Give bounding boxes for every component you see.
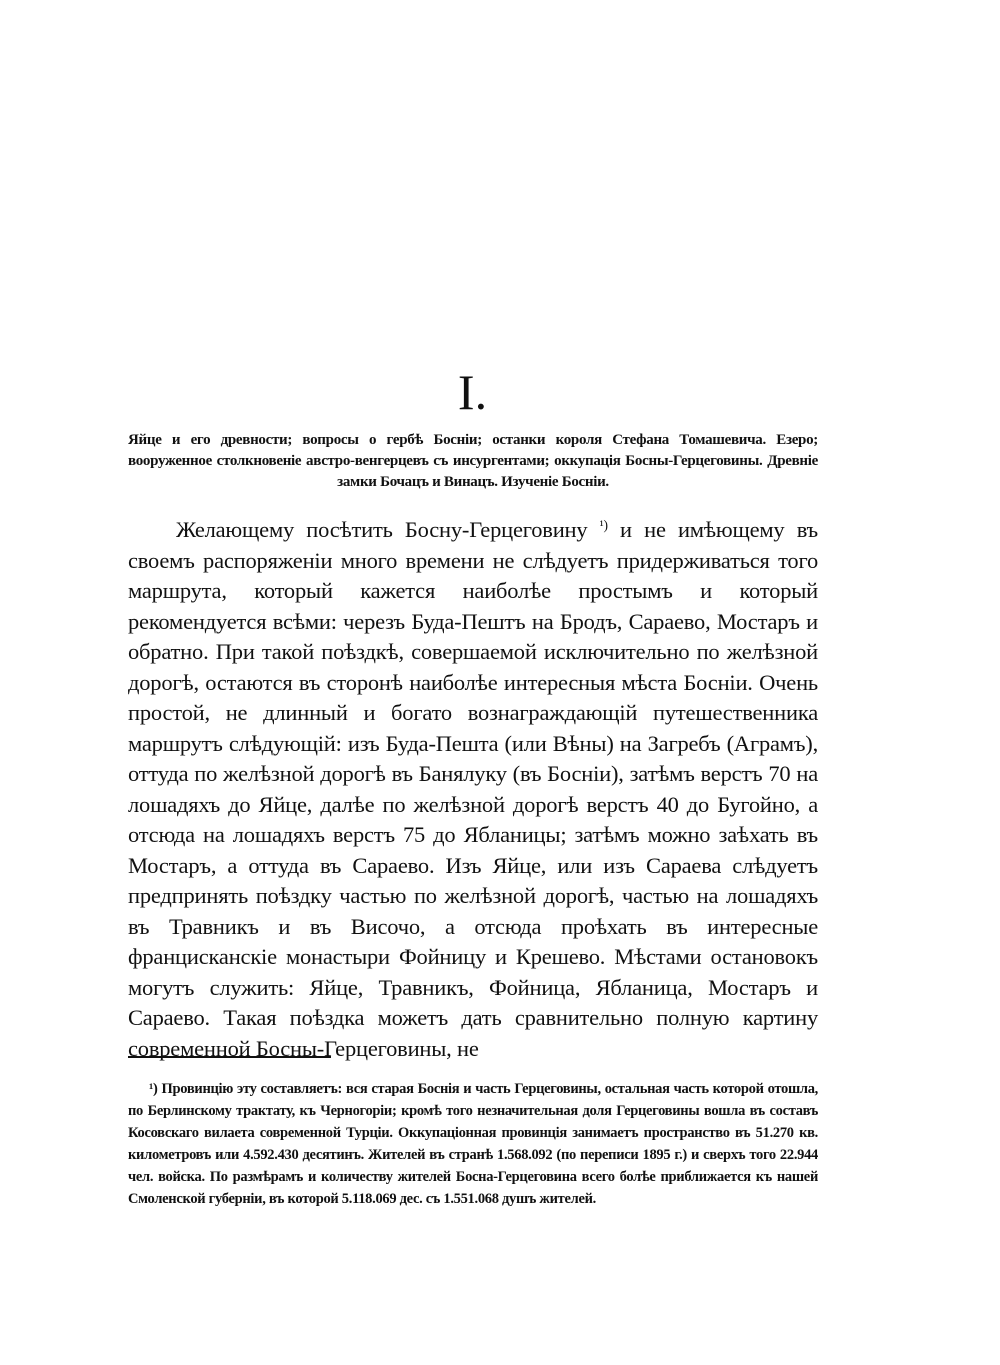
body-text-start: Желающему посѣтить Босну-Герцеговину	[176, 517, 588, 542]
body-text-rest: и не имѣющему въ своемъ распоряженіи много времени не слѣдуетъ придерживаться того маршрута, который кажется наиболѣе простымъ и который рекомендуется всѣми: черезъ Буда-Пештъ на Бродъ, Сараево, Мостаръ и обратно. При такой поѣздкѣ, совершаемой исключительно по желѣзной дорогѣ, остаются въ сторонѣ наиболѣе интересныя мѣста Босніи. Очень простой, не длинный и богато вознаграждающій путешественника маршрутъ слѣдующій: изъ Буда-Пешта (или Вѣны) на Загребъ (Аграмъ), оттуда по желѣзной дорогѣ въ Банялуку (въ Босніи), затѣмъ верстъ 70 на лошадяхъ до Яйце, далѣе по желѣзной дорогѣ верстъ 40 до Бугойно, а отсюда на лошадяхъ верстъ 75 до Ябланицы; затѣмъ можно заѣхать въ Мостаръ, а оттуда въ Сараево. Изъ Яйце, или изъ Сараева слѣдуетъ предпринять поѣздку частью по желѣзной дорогѣ, частью на лошадяхъ въ Травникъ и въ Височо, а отсюда проѣхать въ интересные францисканскіе монастыри Фойницу и Крешево. Мѣстами остановокъ могутъ служить: Яйце, Травникъ, Фойница, Ябланица, Мостаръ и Сараево. Такая поѣздка можетъ дать сравнительно полную картину современной Босны-Герцеговины, не	[128, 517, 818, 1061]
chapter-summary: Яйце и его древности; вопросы о гербѣ Босніи; останки короля Стефана Томашевича. Езеро; вооруженное столкновеніе австро-венгерцевъ съ инсургентами; оккупація Босны-Герцеговины. Древніе замки Бочацъ и Винацъ. Изученіе Босніи.	[128, 432, 818, 490]
footnote-text: Провинцію эту составляетъ: вся старая Боснія и часть Герцеговины, остальная часть которой отошла, по Берлинскому трактату, къ Черногоріи; кромѣ того незначительная доля Герцеговины вошла въ составъ Косовскаго вилаета современной Турціи. Оккупаціонная провинція занимаетъ пространство въ 51.270 кв. километровъ или 4.592.430 десятинъ. Жителей въ странѣ 1.568.092 (по переписи 1895 г.) и сверхъ того 22.944 чел. войска. По размѣрамъ и количеству жителей Босна-Герцеговина всего болѣе приближается къ нашей Смоленской губерніи, въ которой 5.118.069 дес. съ 1.551.068 душъ жителей.	[128, 1081, 818, 1207]
footnote-mark: ¹)	[149, 1081, 158, 1097]
footnote-separator	[128, 1056, 331, 1058]
footnote-reference[interactable]: ¹)	[599, 517, 608, 533]
body-paragraph	[128, 515, 818, 1064]
chapter-number: I.	[457, 364, 488, 420]
footnote	[128, 1078, 818, 1210]
